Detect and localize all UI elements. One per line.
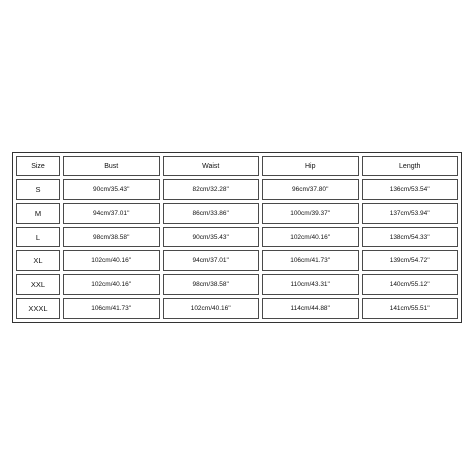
bust-cell: 98cm/38.58'' <box>63 227 160 248</box>
size-cell: XXL <box>16 274 60 295</box>
waist-cell: 86cm/33.86'' <box>163 203 260 224</box>
table-row <box>16 203 458 224</box>
bust-cell: 90cm/35.43'' <box>63 179 160 200</box>
bust-cell: 102cm/40.16'' <box>63 274 160 295</box>
size-cell: S <box>16 179 60 200</box>
hip-cell: 102cm/40.16'' <box>262 227 359 248</box>
hip-cell: 106cm/41.73'' <box>262 250 359 271</box>
table-row <box>16 274 458 295</box>
bust-cell: 102cm/40.16'' <box>63 250 160 271</box>
bust-cell: 106cm/41.73'' <box>63 298 160 319</box>
length-cell: 137cm/53.94'' <box>362 203 459 224</box>
size-cell: L <box>16 227 60 248</box>
waist-cell: 102cm/40.16'' <box>163 298 260 319</box>
hip-cell: 100cm/39.37'' <box>262 203 359 224</box>
size-chart-table <box>13 153 461 322</box>
header-length: Length <box>362 156 459 176</box>
size-cell: XXXL <box>16 298 60 319</box>
waist-cell: 94cm/37.01'' <box>163 250 260 271</box>
table-row <box>16 250 458 271</box>
waist-cell: 82cm/32.28'' <box>163 179 260 200</box>
length-cell: 141cm/55.51'' <box>362 298 459 319</box>
length-cell: 139cm/54.72'' <box>362 250 459 271</box>
waist-cell: 98cm/38.58'' <box>163 274 260 295</box>
header-waist: Waist <box>163 156 260 176</box>
size-cell: M <box>16 203 60 224</box>
hip-cell: 114cm/44.88'' <box>262 298 359 319</box>
header-size: Size <box>16 156 60 176</box>
header-bust: Bust <box>63 156 160 176</box>
hip-cell: 110cm/43.31'' <box>262 274 359 295</box>
length-cell: 136cm/53.54'' <box>362 179 459 200</box>
table-row <box>16 227 458 248</box>
length-cell: 138cm/54.33'' <box>362 227 459 248</box>
length-cell: 140cm/55.12'' <box>362 274 459 295</box>
waist-cell: 90cm/35.43'' <box>163 227 260 248</box>
bust-cell: 94cm/37.01'' <box>63 203 160 224</box>
table-header-row <box>16 156 458 176</box>
table-row <box>16 179 458 200</box>
table-row <box>16 298 458 319</box>
size-cell: XL <box>16 250 60 271</box>
hip-cell: 96cm/37.80'' <box>262 179 359 200</box>
header-hip: Hip <box>262 156 359 176</box>
size-chart-table-frame <box>12 152 462 323</box>
